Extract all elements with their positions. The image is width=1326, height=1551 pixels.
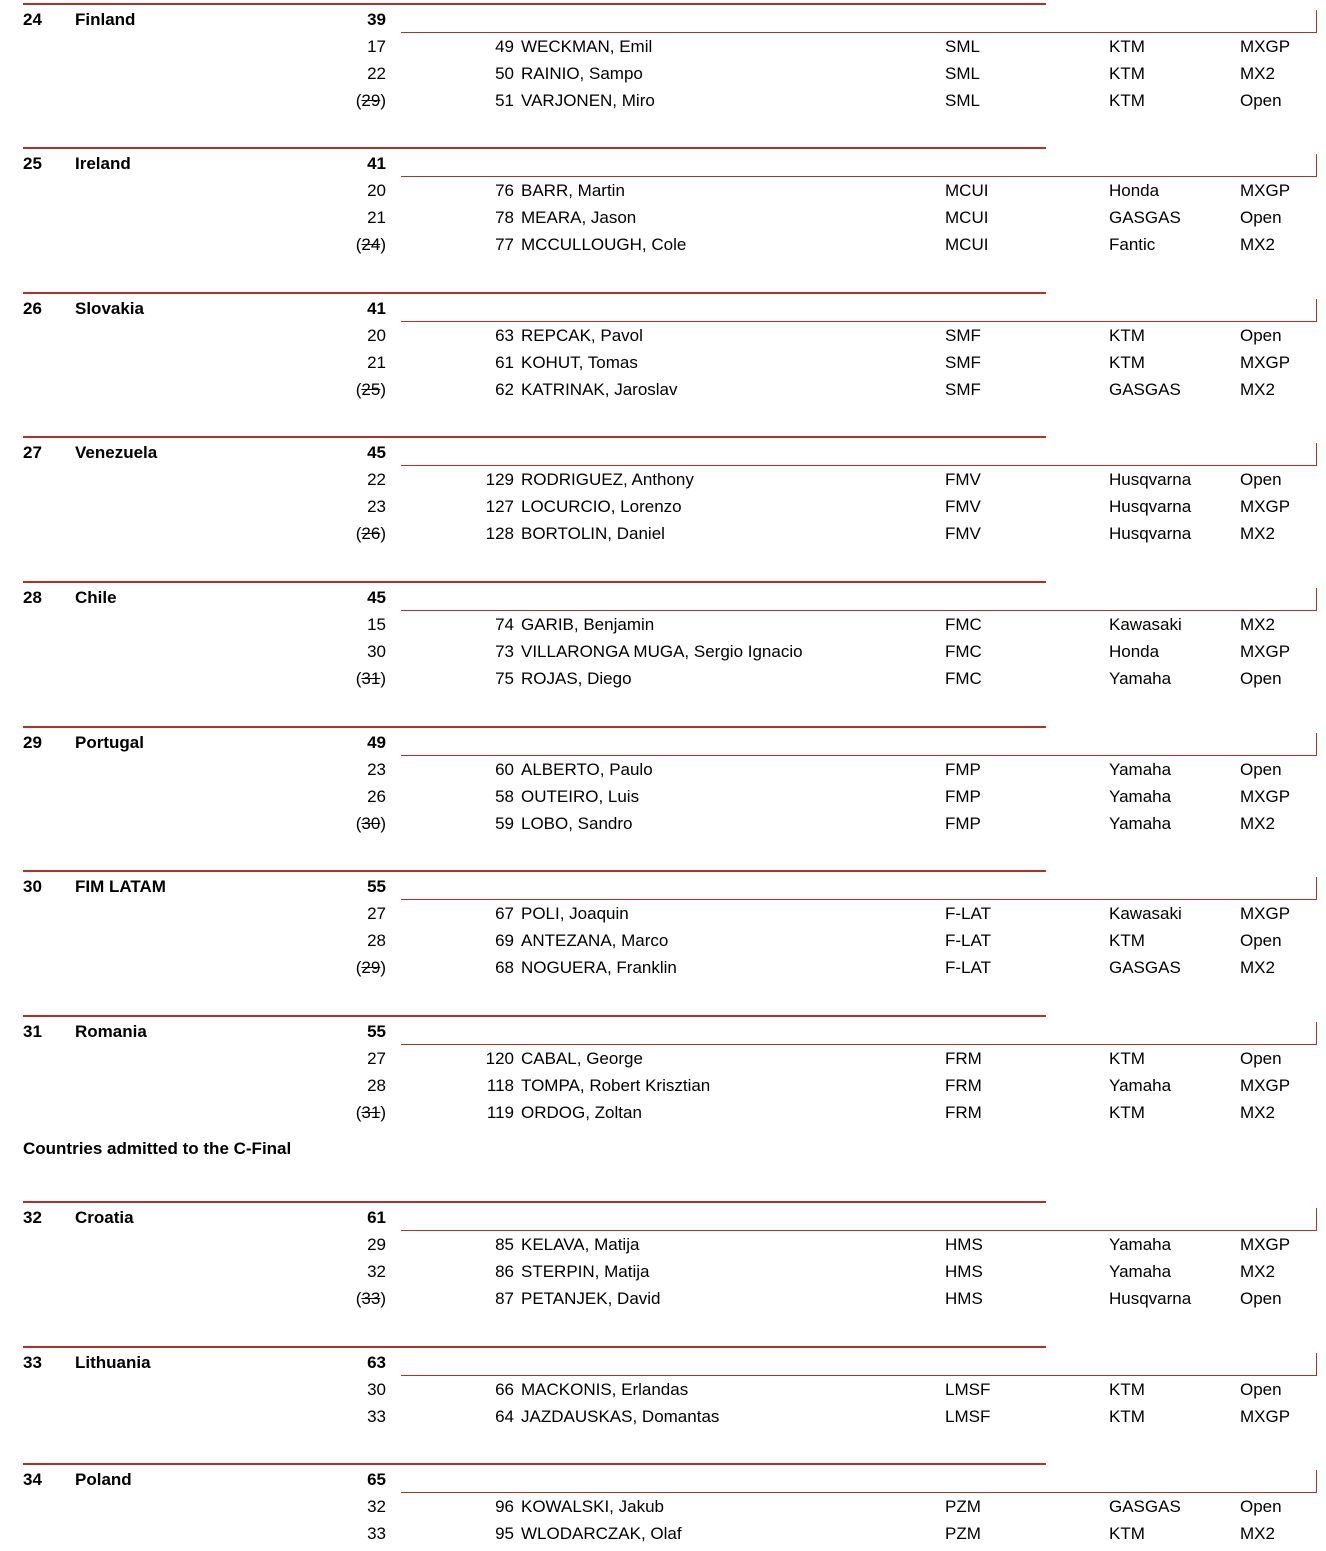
rider-row	[0, 1496, 1326, 1518]
rider-number: 64	[495, 1407, 514, 1426]
rider-row	[0, 1048, 1326, 1070]
rider-class: MX2	[1240, 1524, 1275, 1543]
rider-points: 28	[367, 931, 386, 950]
rider-points-dropped: (30)	[355, 814, 386, 833]
rider-class: MX2	[1240, 958, 1275, 977]
rider-points: 33	[367, 1524, 386, 1543]
rider-name: ORDOG, Zoltan	[521, 1103, 642, 1122]
rider-number: 69	[495, 931, 514, 950]
block-top-rule	[23, 1463, 1046, 1465]
rider-class: MXGP	[1240, 1235, 1291, 1254]
rider-number: 50	[495, 64, 514, 83]
rider-name: KOHUT, Tomas	[521, 353, 638, 372]
rider-class: MX2	[1240, 64, 1275, 83]
rider-number: 51	[495, 91, 514, 110]
rider-federation: MCUI	[945, 208, 989, 227]
rider-bike: Yamaha	[1109, 760, 1172, 779]
country-position: 24	[23, 10, 42, 29]
rider-row	[0, 1102, 1326, 1124]
block-rule-tick	[1316, 299, 1317, 322]
rider-points: 22	[367, 470, 386, 489]
rider-row	[0, 207, 1326, 229]
rider-bike: Husqvarna	[1109, 524, 1192, 543]
rider-federation: SML	[945, 37, 980, 56]
rider-class: MX2	[1240, 524, 1275, 543]
country-name: Venezuela	[75, 443, 158, 462]
country-name: Finland	[75, 10, 136, 29]
rider-name: KELAVA, Matija	[521, 1235, 640, 1254]
rider-class: Open	[1240, 91, 1282, 110]
rider-number: 49	[495, 37, 514, 56]
rider-name: RAINIO, Sampo	[521, 64, 643, 83]
rider-points-dropped: (31)	[355, 669, 386, 688]
rider-number: 68	[495, 958, 514, 977]
country-name: Poland	[75, 1470, 132, 1489]
rider-bike: KTM	[1109, 326, 1145, 345]
block-top-rule	[23, 147, 1046, 149]
rider-row	[0, 1406, 1326, 1428]
block-rule-tick	[1316, 1353, 1317, 1376]
rider-bike: Husqvarna	[1109, 497, 1192, 516]
country-name: Ireland	[75, 154, 131, 173]
rider-points: 22	[367, 64, 386, 83]
rider-number: 87	[495, 1289, 514, 1308]
rider-federation: FMP	[945, 814, 981, 833]
block-top-rule	[23, 1015, 1046, 1017]
rider-number: 58	[495, 787, 514, 806]
rider-number: 96	[495, 1497, 514, 1516]
rider-federation: SMF	[945, 326, 981, 345]
rider-row	[0, 379, 1326, 401]
rider-bike: KTM	[1109, 1380, 1145, 1399]
rider-number: 67	[495, 904, 514, 923]
rider-bike: Honda	[1109, 642, 1160, 661]
rider-number: 75	[495, 669, 514, 688]
rider-federation: SMF	[945, 380, 981, 399]
rider-name: RODRIGUEZ, Anthony	[521, 470, 694, 489]
rider-class: MXGP	[1240, 353, 1291, 372]
rider-bike: KTM	[1109, 1049, 1145, 1068]
rider-federation: PZM	[945, 1524, 981, 1543]
rider-class: MXGP	[1240, 181, 1291, 200]
block-sub-rule	[401, 1044, 1317, 1045]
block-rule-tick	[1316, 1208, 1317, 1231]
rider-points: 27	[367, 904, 386, 923]
country-name: FIM LATAM	[75, 877, 166, 896]
rider-row	[0, 36, 1326, 58]
rider-federation: F-LAT	[945, 931, 991, 950]
rider-federation: SMF	[945, 353, 981, 372]
rider-number: 128	[485, 524, 514, 543]
rider-class: Open	[1240, 470, 1282, 489]
block-top-rule	[23, 3, 1046, 5]
block-sub-rule	[401, 610, 1317, 611]
rider-bike: Husqvarna	[1109, 1289, 1192, 1308]
rider-federation: FRM	[945, 1103, 982, 1122]
rider-number: 86	[495, 1262, 514, 1281]
block-sub-rule	[401, 899, 1317, 900]
rider-bike: Yamaha	[1109, 1076, 1172, 1095]
block-top-rule	[23, 292, 1046, 294]
block-sub-rule	[401, 465, 1317, 466]
rider-federation: FMV	[945, 497, 981, 516]
country-position: 30	[23, 877, 42, 896]
rider-points: 28	[367, 1076, 386, 1095]
rider-federation: MCUI	[945, 235, 989, 254]
rider-class: Open	[1240, 326, 1282, 345]
rider-federation: HMS	[945, 1262, 983, 1281]
rider-federation: FRM	[945, 1076, 982, 1095]
rider-row	[0, 641, 1326, 663]
block-rule-tick	[1316, 1470, 1317, 1493]
rider-points: 21	[367, 208, 386, 227]
rider-points: 17	[367, 37, 386, 56]
rider-row	[0, 1234, 1326, 1256]
rider-bike: Yamaha	[1109, 669, 1172, 688]
rider-federation: LMSF	[945, 1380, 991, 1399]
rider-bike: KTM	[1109, 1407, 1145, 1426]
rider-class: Open	[1240, 1289, 1282, 1308]
rider-name: OUTEIRO, Luis	[521, 787, 640, 806]
rider-class: MX2	[1240, 814, 1275, 833]
rider-name: MEARA, Jason	[521, 208, 637, 227]
rider-points: 30	[367, 1380, 386, 1399]
country-name: Portugal	[75, 733, 144, 752]
rider-class: MXGP	[1240, 497, 1291, 516]
rider-class: Open	[1240, 1380, 1282, 1399]
rider-name: STERPIN, Matija	[521, 1262, 650, 1281]
rider-bike: Honda	[1109, 181, 1160, 200]
rider-bike: Kawasaki	[1109, 904, 1182, 923]
country-name: Romania	[75, 1022, 147, 1041]
country-total: 49	[367, 733, 386, 752]
country-name: Slovakia	[75, 299, 144, 318]
rider-points-dropped: (25)	[355, 380, 386, 399]
rider-number: 73	[495, 642, 514, 661]
rider-number: 129	[485, 470, 514, 489]
rider-bike: Yamaha	[1109, 1235, 1172, 1254]
country-total: 41	[367, 299, 386, 318]
country-total: 63	[367, 1353, 386, 1372]
rider-number: 66	[495, 1380, 514, 1399]
rider-name: CABAL, George	[521, 1049, 643, 1068]
rider-name: VARJONEN, Miro	[521, 91, 655, 110]
country-position: 31	[23, 1022, 42, 1041]
rider-name: BORTOLIN, Daniel	[521, 524, 665, 543]
rider-row	[0, 786, 1326, 808]
rider-federation: FMV	[945, 470, 981, 489]
rider-name: JAZDAUSKAS, Domantas	[521, 1407, 720, 1426]
rider-points: 26	[367, 787, 386, 806]
rider-points: 29	[367, 1235, 386, 1254]
rider-number: 118	[486, 1076, 514, 1095]
rider-points: 20	[367, 326, 386, 345]
rider-row	[0, 325, 1326, 347]
rider-number: 76	[495, 181, 514, 200]
rider-number: 119	[486, 1103, 514, 1122]
rider-federation: FRM	[945, 1049, 982, 1068]
country-position: 34	[23, 1470, 42, 1489]
rider-name: LOBO, Sandro	[521, 814, 633, 833]
country-name: Croatia	[75, 1208, 134, 1227]
country-position: 29	[23, 733, 42, 752]
rider-row	[0, 1261, 1326, 1283]
rider-points: 30	[367, 642, 386, 661]
rider-name: VILLARONGA MUGA, Sergio Ignacio	[521, 642, 803, 661]
rider-class: MXGP	[1240, 787, 1291, 806]
rider-class: Open	[1240, 669, 1282, 688]
rider-number: 77	[495, 235, 514, 254]
rider-federation: PZM	[945, 1497, 981, 1516]
rider-row	[0, 614, 1326, 636]
rider-name: ALBERTO, Paulo	[521, 760, 653, 779]
rider-number: 60	[495, 760, 514, 779]
rider-name: GARIB, Benjamin	[521, 615, 655, 634]
country-total: 39	[367, 10, 386, 29]
country-position: 32	[23, 1208, 42, 1227]
country-total: 41	[367, 154, 386, 173]
rider-federation: HMS	[945, 1235, 983, 1254]
rider-name: WECKMAN, Emil	[521, 37, 653, 56]
rider-name: WLODARCZAK, Olaf	[521, 1524, 682, 1543]
rider-name: LOCURCIO, Lorenzo	[521, 497, 682, 516]
block-rule-tick	[1316, 154, 1317, 177]
country-total: 45	[367, 443, 386, 462]
rider-bike: KTM	[1109, 64, 1145, 83]
rider-row	[0, 930, 1326, 952]
block-rule-tick	[1316, 443, 1317, 466]
rider-points: 27	[367, 1049, 386, 1068]
country-position: 25	[23, 154, 42, 173]
block-rule-tick	[1316, 1022, 1317, 1045]
rider-federation: SML	[945, 64, 980, 83]
rider-name: PETANJEK, David	[521, 1289, 661, 1308]
rider-row	[0, 1523, 1326, 1545]
rider-name: NOGUERA, Franklin	[521, 958, 677, 977]
rider-class: MXGP	[1240, 37, 1291, 56]
country-total: 45	[367, 588, 386, 607]
rider-bike: Yamaha	[1109, 814, 1172, 833]
rider-points-dropped: (33)	[355, 1289, 386, 1308]
block-top-rule	[23, 1201, 1046, 1203]
rider-name: TOMPA, Robert Krisztian	[521, 1076, 711, 1095]
rider-class: MX2	[1240, 1103, 1275, 1122]
rider-number: 85	[495, 1235, 514, 1254]
rider-federation: LMSF	[945, 1407, 991, 1426]
rider-class: Open	[1240, 1497, 1282, 1516]
rider-number: 63	[495, 326, 514, 345]
rider-number: 78	[495, 208, 514, 227]
rider-row	[0, 90, 1326, 112]
rider-bike: KTM	[1109, 37, 1145, 56]
rider-row	[0, 813, 1326, 835]
block-top-rule	[23, 436, 1046, 438]
rider-row	[0, 1379, 1326, 1401]
rider-class: MX2	[1240, 380, 1275, 399]
rider-row	[0, 759, 1326, 781]
country-total: 65	[367, 1470, 386, 1489]
rider-points: 21	[367, 353, 386, 372]
rider-federation: MCUI	[945, 181, 989, 200]
block-sub-rule	[401, 1375, 1317, 1376]
rider-name: ROJAS, Diego	[521, 669, 632, 688]
rider-class: MXGP	[1240, 642, 1291, 661]
rider-number: 59	[495, 814, 514, 833]
rider-class: MXGP	[1240, 1076, 1291, 1095]
block-sub-rule	[401, 1230, 1317, 1231]
rider-row	[0, 957, 1326, 979]
block-sub-rule	[401, 176, 1317, 177]
block-rule-tick	[1316, 588, 1317, 611]
rider-points: 20	[367, 181, 386, 200]
rider-federation: FMV	[945, 524, 981, 543]
section-heading-c-final: Countries admitted to the C-Final	[23, 1139, 292, 1158]
rider-row	[0, 234, 1326, 256]
block-sub-rule	[401, 32, 1317, 33]
country-total: 55	[367, 877, 386, 896]
block-sub-rule	[401, 755, 1317, 756]
rider-bike: GASGAS	[1109, 1497, 1181, 1516]
country-name: Chile	[75, 588, 117, 607]
rider-row	[0, 63, 1326, 85]
rider-bike: Husqvarna	[1109, 470, 1192, 489]
rider-row	[0, 523, 1326, 545]
rider-row	[0, 903, 1326, 925]
rider-number: 95	[495, 1524, 514, 1543]
rider-bike: Yamaha	[1109, 1262, 1172, 1281]
rider-federation: FMP	[945, 787, 981, 806]
block-rule-tick	[1316, 733, 1317, 756]
block-top-rule	[23, 726, 1046, 728]
rider-points: 15	[367, 615, 386, 634]
rider-name: MACKONIS, Erlandas	[521, 1380, 689, 1399]
rider-row	[0, 1075, 1326, 1097]
block-sub-rule	[401, 321, 1317, 322]
rider-points-dropped: (26)	[355, 524, 386, 543]
rider-class: MX2	[1240, 615, 1275, 634]
rider-federation: FMC	[945, 669, 982, 688]
rider-bike: GASGAS	[1109, 208, 1181, 227]
rider-points: 32	[367, 1262, 386, 1281]
rider-row	[0, 180, 1326, 202]
block-rule-tick	[1316, 877, 1317, 900]
rider-number: 120	[485, 1049, 514, 1068]
rider-bike: GASGAS	[1109, 958, 1181, 977]
rider-bike: KTM	[1109, 91, 1145, 110]
rider-number: 62	[495, 380, 514, 399]
rider-bike: KTM	[1109, 1524, 1145, 1543]
rider-row	[0, 469, 1326, 491]
country-position: 28	[23, 588, 42, 607]
rider-points: 33	[367, 1407, 386, 1426]
rider-bike: KTM	[1109, 1103, 1145, 1122]
rider-points-dropped: (29)	[355, 91, 386, 110]
rider-name: KOWALSKI, Jakub	[521, 1497, 664, 1516]
rider-points-dropped: (31)	[355, 1103, 386, 1122]
country-total: 55	[367, 1022, 386, 1041]
rider-federation: F-LAT	[945, 958, 991, 977]
rider-name: POLI, Joaquin	[521, 904, 629, 923]
rider-number: 61	[495, 353, 514, 372]
block-top-rule	[23, 1346, 1046, 1348]
rider-class: Open	[1240, 760, 1282, 779]
country-total: 61	[367, 1208, 386, 1227]
rider-federation: FMC	[945, 642, 982, 661]
rider-federation: FMC	[945, 615, 982, 634]
rider-name: BARR, Martin	[521, 181, 625, 200]
rider-row	[0, 1288, 1326, 1310]
rider-class: Open	[1240, 931, 1282, 950]
rider-class: Open	[1240, 208, 1282, 227]
rider-class: MX2	[1240, 235, 1275, 254]
rider-bike: KTM	[1109, 353, 1145, 372]
rider-class: MXGP	[1240, 1407, 1291, 1426]
rider-bike: GASGAS	[1109, 380, 1181, 399]
rider-class: MXGP	[1240, 904, 1291, 923]
block-rule-tick	[1316, 10, 1317, 33]
rider-number: 74	[495, 615, 514, 634]
rider-name: REPCAK, Pavol	[521, 326, 643, 345]
rider-name: ANTEZANA, Marco	[521, 931, 669, 950]
rider-name: MCCULLOUGH, Cole	[521, 235, 687, 254]
rider-federation: FMP	[945, 760, 981, 779]
rider-points: 23	[367, 760, 386, 779]
rider-number: 127	[485, 497, 514, 516]
rider-points-dropped: (24)	[355, 235, 386, 254]
country-position: 33	[23, 1353, 42, 1372]
rider-points: 32	[367, 1497, 386, 1516]
rider-federation: HMS	[945, 1289, 983, 1308]
rider-bike: KTM	[1109, 931, 1145, 950]
block-top-rule	[23, 870, 1046, 872]
rider-row	[0, 352, 1326, 374]
rider-federation: F-LAT	[945, 904, 991, 923]
rider-row	[0, 668, 1326, 690]
rider-row	[0, 496, 1326, 518]
rider-class: Open	[1240, 1049, 1282, 1068]
block-sub-rule	[401, 1492, 1317, 1493]
rider-bike: Yamaha	[1109, 787, 1172, 806]
rider-bike: Fantic	[1109, 235, 1156, 254]
rider-federation: SML	[945, 91, 980, 110]
rider-bike: Kawasaki	[1109, 615, 1182, 634]
rider-class: MX2	[1240, 1262, 1275, 1281]
country-position: 27	[23, 443, 42, 462]
country-position: 26	[23, 299, 42, 318]
rider-name: KATRINAK, Jaroslav	[521, 380, 678, 399]
rider-points-dropped: (29)	[355, 958, 386, 977]
country-name: Lithuania	[75, 1353, 151, 1372]
block-top-rule	[23, 581, 1046, 583]
rider-points: 23	[367, 497, 386, 516]
